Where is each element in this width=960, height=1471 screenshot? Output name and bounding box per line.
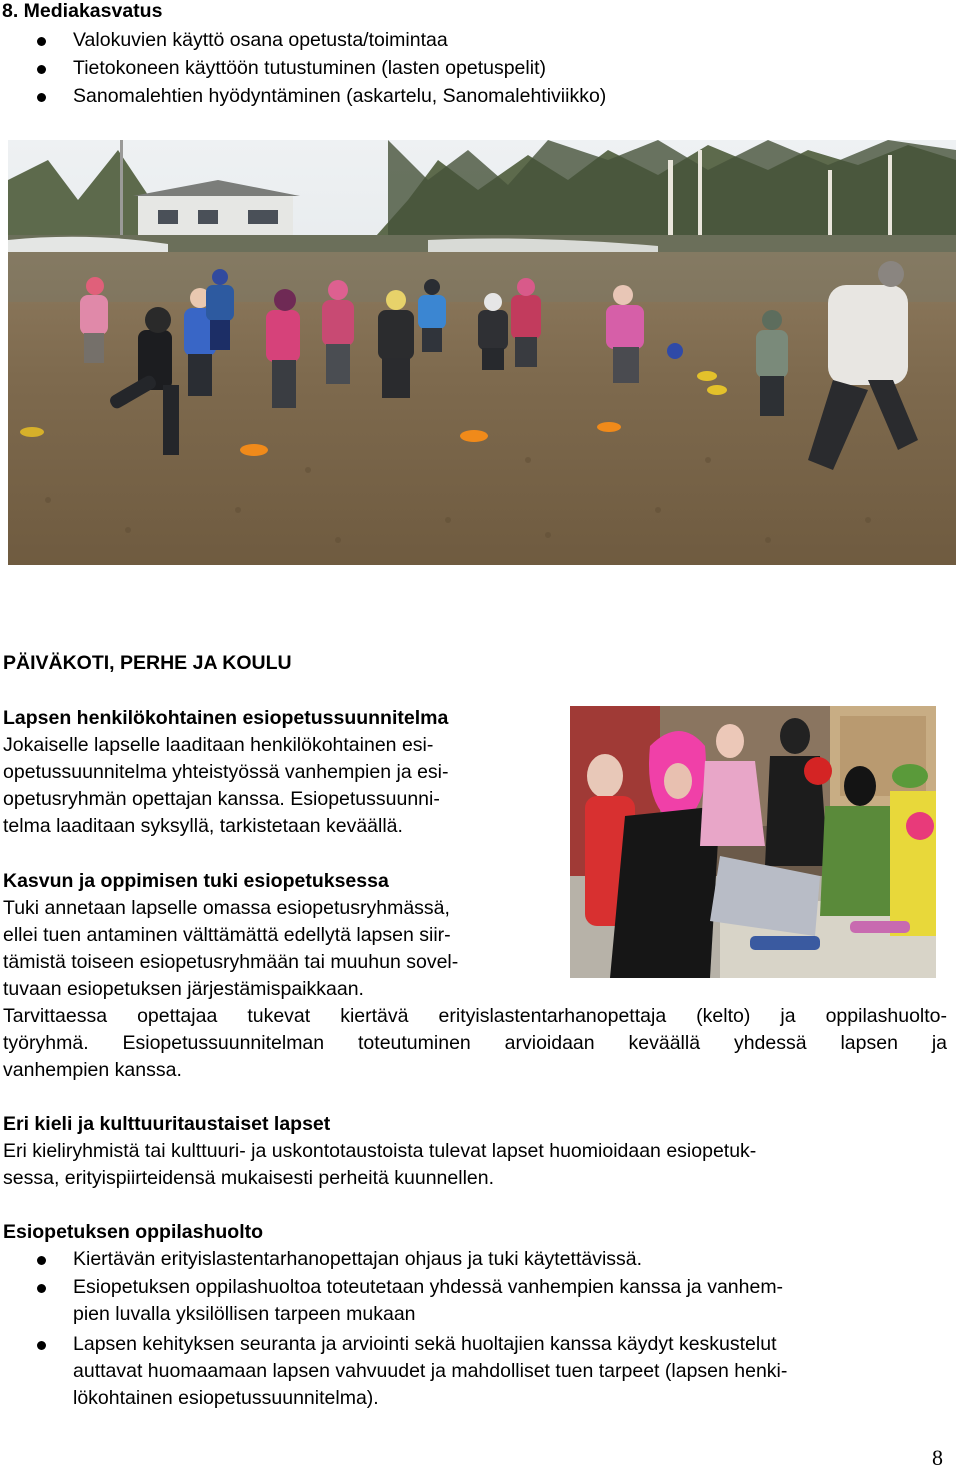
paragraph-line: ellei tuen antaminen välttämättä edellytä lapsen siir- <box>3 924 451 946</box>
page-number: 8 <box>932 1445 943 1470</box>
list-item: Sanomalehtien hyödyntäminen (askartelu, Sanomalehtiviikko) <box>73 85 607 107</box>
bullet-icon <box>37 37 46 46</box>
bullet-icon <box>37 1256 46 1265</box>
paragraph-line: tuvaan esiopetuksen järjestämispaikkaan. <box>3 978 364 1000</box>
subheading-kasvun-tuki: Kasvun ja oppimisen tuki esiopetuksessa <box>3 870 389 892</box>
bullet-icon <box>37 93 46 102</box>
bullet-icon <box>37 65 46 74</box>
paragraph-line: telma laaditaan syksyllä, tarkistetaan keväällä. <box>3 815 403 837</box>
subheading-eri-kieli: Eri kieli ja kulttuuritaustaiset lapset <box>3 1113 331 1135</box>
paragraph-line: Jokaiselle lapselle laaditaan henkilökohtainen esi- <box>3 734 434 756</box>
paragraph-line: Tuki annetaan lapselle omassa esiopetusryhmässä, <box>3 897 450 919</box>
paragraph-line: työryhmä. Esiopetussuunnitelman toteutuminen arvioidaan keväällä yhdessä lapsen ja <box>3 1032 947 1054</box>
paragraph-line: tämistä toiseen esiopetusryhmään tai muuhun sovel- <box>3 951 459 973</box>
paragraph-line: sessa, erityispiirteidensä mukaisesti perheitä kuunnellen. <box>3 1167 495 1189</box>
section-heading-mediakasvatus: 8. Mediakasvatus <box>2 0 163 22</box>
paragraph-line: Tarvittaessa opettajaa tukevat kiertävä erityislastentarhanopettaja (kelto) ja oppilashuolto- <box>3 1005 947 1027</box>
paragraph-line: opetussuunnitelma yhteistyössä vanhempien ja esi- <box>3 761 449 783</box>
bullet-icon <box>37 1341 46 1350</box>
list-item: Tietokoneen käyttöön tutustuminen (lasten opetuspelit) <box>73 57 546 79</box>
list-item: Lapsen kehityksen seuranta ja arviointi sekä huoltajien kanssa käydyt keskustelut <box>73 1333 777 1355</box>
list-item: Esiopetuksen oppilashuoltoa toteutetaan yhdessä vanhempien kanssa ja vanhem- <box>73 1276 784 1298</box>
bullet-icon <box>37 1284 46 1293</box>
list-item-continuation: lökohtainen esiopetussuunnitelma). <box>73 1387 379 1409</box>
list-item: Kiertävän erityislastentarhanopettajan ohjaus ja tuki käytettävissä. <box>73 1248 643 1270</box>
subheading-henkilokohtainen-suunnitelma: Lapsen henkilökohtainen esiopetussuunnitelma <box>3 707 449 729</box>
list-item-continuation: auttavat huomaamaan lapsen vahvuudet ja mahdolliset tuen tarpeet (lapsen henki- <box>73 1360 788 1382</box>
section-heading-paivakoti: PÄIVÄKOTI, PERHE JA KOULU <box>3 652 292 674</box>
subheading-oppilashuolto: Esiopetuksen oppilashuolto <box>3 1221 264 1243</box>
list-item-continuation: pien luvalla yksilöllisen tarpeen mukaan <box>73 1303 416 1325</box>
paragraph-line: Eri kieliryhmistä tai kulttuuri- ja uskontotaustoista tulevat lapset huomioidaan esiopetuk- <box>3 1140 757 1162</box>
paragraph-line: opetusryhmän opettajan kanssa. Esiopetussuunni- <box>3 788 440 810</box>
paragraph-line: vanhempien kanssa. <box>3 1059 182 1081</box>
photo-costumed-children <box>570 706 936 978</box>
list-item: Valokuvien käyttö osana opetusta/toimintaa <box>73 29 448 51</box>
photo-children-playing-outdoors <box>8 140 956 565</box>
